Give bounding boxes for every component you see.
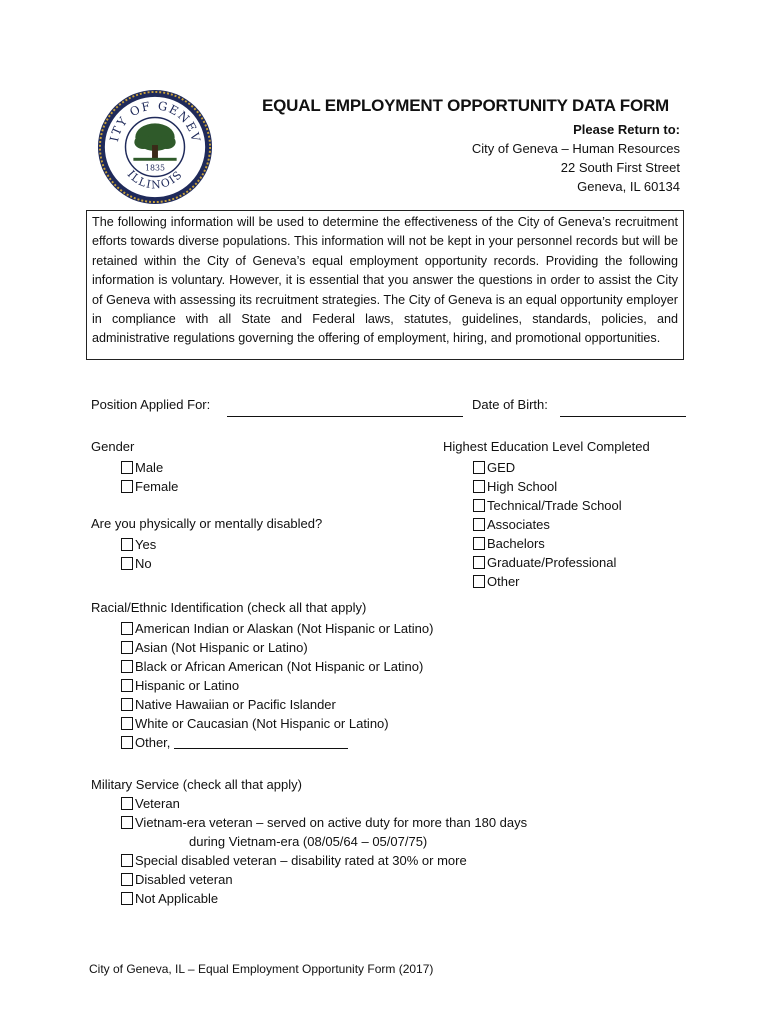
address-line-1: City of Geneva – Human Resources bbox=[471, 141, 680, 156]
checkbox[interactable] bbox=[121, 480, 133, 493]
military-option-vietnam[interactable]: Vietnam-era veteran – served on active duty for more than 180 days bbox=[121, 813, 527, 832]
education-option-other[interactable]: Other bbox=[473, 572, 622, 591]
return-label: Please Return to: bbox=[573, 122, 680, 137]
checkbox[interactable] bbox=[121, 816, 133, 829]
checkbox[interactable] bbox=[121, 660, 133, 673]
checkbox[interactable] bbox=[473, 575, 485, 588]
checkbox[interactable] bbox=[121, 854, 133, 867]
education-option-high-school[interactable]: High School bbox=[473, 477, 622, 496]
position-label: Position Applied For: bbox=[91, 397, 211, 412]
disabled-options bbox=[121, 535, 156, 573]
race-option-pacific-islander[interactable]: Native Hawaiian or Pacific Islander bbox=[121, 695, 433, 714]
education-option-associates[interactable]: Associates bbox=[473, 515, 622, 534]
checkbox[interactable] bbox=[473, 537, 485, 550]
education-option-technical[interactable]: Technical/Trade School bbox=[473, 496, 622, 515]
education-option-bachelors[interactable]: Bachelors bbox=[473, 534, 622, 553]
education-options bbox=[473, 458, 622, 591]
address-line-3: Geneva, IL 60134 bbox=[577, 179, 680, 194]
gender-option-female[interactable]: Female bbox=[121, 477, 178, 496]
race-option-black[interactable]: Black or African American (Not Hispanic or Latino) bbox=[121, 657, 433, 676]
checkbox[interactable] bbox=[121, 557, 133, 570]
military-options bbox=[121, 794, 527, 908]
checkbox[interactable] bbox=[121, 717, 133, 730]
form-title: EQUAL EMPLOYMENT OPPORTUNITY DATA FORM bbox=[262, 96, 670, 115]
city-seal-logo bbox=[96, 88, 214, 206]
address-line-2: 22 South First Street bbox=[560, 160, 680, 175]
checkbox[interactable] bbox=[121, 538, 133, 551]
gender-options bbox=[121, 458, 178, 496]
intro-paragraph: The following information will be used to determine the effectiveness of the City of Geneva’s recruitment efforts towards diverse populations. This information will not be kept in your personnel records but will be retained within the City of Geneva’s equal employment opportunity records. Providing the following information is voluntary. However, it is essential that you answer the questions in order to assist the City of Geneva with assessing its recruitment strategies. The City of Geneva is an equal opportunity employer in compliance with all State and Federal laws, statutes, guidelines, standards, policies, and administrative regulations governing the offering of employment, hiring, and promotional opportunities. bbox=[86, 210, 684, 360]
checkbox[interactable] bbox=[121, 797, 133, 810]
svg-text:ILLINOIS: ILLINOIS bbox=[124, 167, 186, 192]
svg-text:CITY OF GENEVA: ITY OF GENEV bbox=[107, 98, 204, 144]
race-options bbox=[121, 619, 433, 752]
military-label: Military Service (check all that apply) bbox=[91, 777, 302, 792]
race-other-blank[interactable] bbox=[174, 736, 348, 749]
checkbox[interactable] bbox=[121, 892, 133, 905]
gender-label: Gender bbox=[91, 439, 135, 454]
race-option-american-indian[interactable]: American Indian or Alaskan (Not Hispanic or Latino) bbox=[121, 619, 433, 638]
checkbox[interactable] bbox=[121, 698, 133, 711]
disabled-option-yes[interactable]: Yes bbox=[121, 535, 156, 554]
checkbox[interactable] bbox=[473, 499, 485, 512]
military-vietnam-continued: during Vietnam-era (08/05/64 – 05/07/75) bbox=[189, 834, 428, 849]
checkbox[interactable] bbox=[473, 556, 485, 569]
dob-field[interactable] bbox=[560, 416, 686, 417]
checkbox[interactable] bbox=[121, 873, 133, 886]
race-option-hispanic[interactable]: Hispanic or Latino bbox=[121, 676, 433, 695]
checkbox[interactable] bbox=[121, 736, 133, 749]
race-option-asian[interactable]: Asian (Not Hispanic or Latino) bbox=[121, 638, 433, 657]
race-option-other[interactable]: Other, bbox=[121, 733, 433, 752]
military-option-special-disabled[interactable]: Special disabled veteran – disability rated at 30% or more bbox=[121, 851, 527, 870]
disabled-label: Are you physically or mentally disabled? bbox=[91, 516, 323, 531]
position-field[interactable] bbox=[227, 416, 463, 417]
military-option-disabled[interactable]: Disabled veteran bbox=[121, 870, 527, 889]
race-option-white[interactable]: White or Caucasian (Not Hispanic or Latino) bbox=[121, 714, 433, 733]
checkbox[interactable] bbox=[121, 461, 133, 474]
svg-text:1835: 1835 bbox=[144, 163, 166, 173]
checkbox[interactable] bbox=[473, 461, 485, 474]
education-option-ged[interactable]: GED bbox=[473, 458, 622, 477]
checkbox[interactable] bbox=[121, 679, 133, 692]
education-option-graduate[interactable]: Graduate/Professional bbox=[473, 553, 622, 572]
race-label: Racial/Ethnic Identification (check all that apply) bbox=[91, 600, 367, 615]
gender-option-male[interactable]: Male bbox=[121, 458, 178, 477]
dob-label: Date of Birth: bbox=[472, 397, 548, 412]
page-footer: City of Geneva, IL – Equal Employment Opportunity Form (2017) bbox=[89, 962, 434, 976]
military-option-not-applicable[interactable]: Not Applicable bbox=[121, 889, 527, 908]
education-label: Highest Education Level Completed bbox=[443, 439, 650, 454]
checkbox[interactable] bbox=[121, 641, 133, 654]
checkbox[interactable] bbox=[473, 518, 485, 531]
disabled-option-no[interactable]: No bbox=[121, 554, 156, 573]
checkbox[interactable] bbox=[473, 480, 485, 493]
military-option-veteran[interactable]: Veteran bbox=[121, 794, 527, 813]
checkbox[interactable] bbox=[121, 622, 133, 635]
